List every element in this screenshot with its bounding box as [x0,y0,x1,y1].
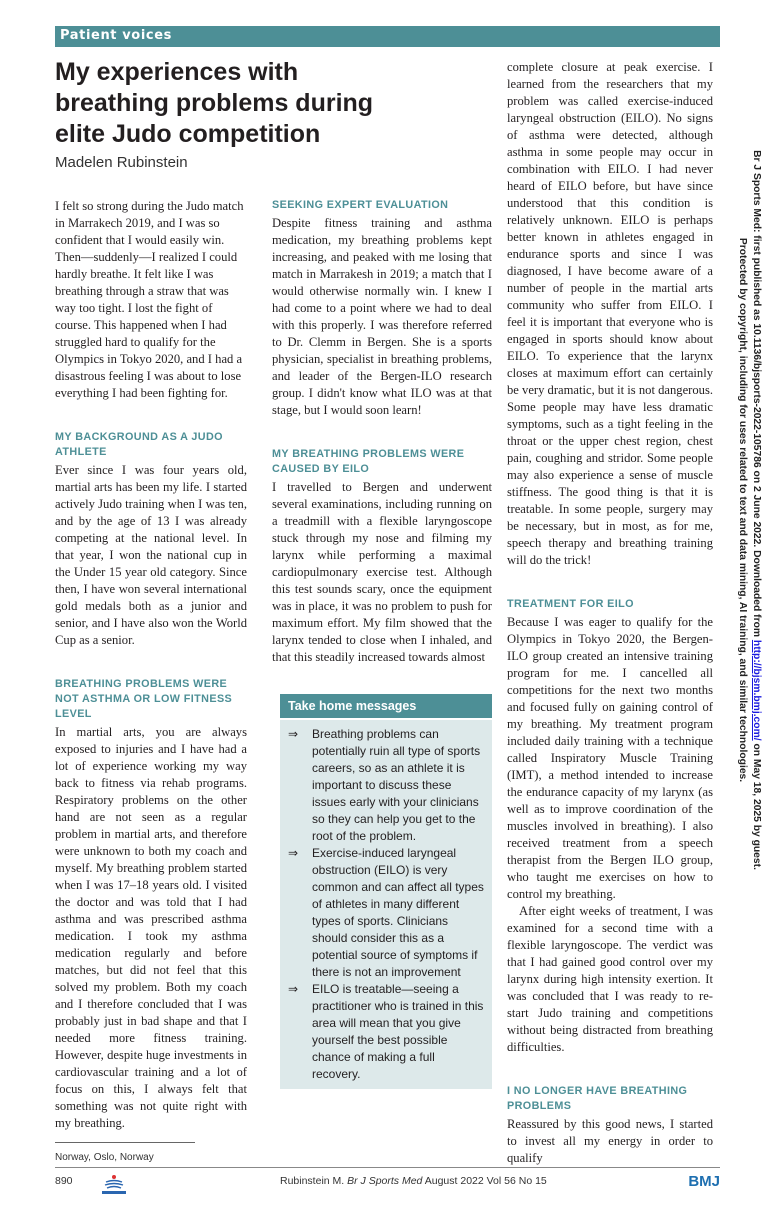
section-text: complete closure at peak exercise. I learned from the researchers that my problem was called exercise-induced laryngeal obstruction (EILO). No signs of asthma were detected, although asthma in some people may occur in combination with EILO. I had never heard of EILO before, but have since understood that this condition is relatively unknown. EILO is perhaps better known in athletes engaged in endurance sports and since I was diagnosed, I have become aware of a number of people in the martial arts community who suffer from EILO. I feel it is important that everyone who is engaged in sports should know about EILO. To experience that the larynx closes at maximum effort can certainly be very dramatic, but it is not dangerous. Some people may have less dramatic symptoms, such as a tight feeling in the throat or the upper chest region, chest pain, coughing and stridor. Some people may also experience a sense of muscle stiffness. The good thing is that it is treatable. In some people, surgery may be necessary, but in most, as for me, speech therapy and breathing training will do the trick! [507,60,713,567]
section-text: In martial arts, you are always exposed to injuries and I have had a lot of experience working my way back to fitness via rehab programs. Respiratory problems on the other hand are not seen as a regular problem in martial arts, and therefore were unknown to both my coach and myself. My breathing problem started when I was 17–18 years old. I visited the doctor and was told that I had asthma and was prescribed asthma medication. I took my asthma medication regularly and before matches, but did not feel that this solved my problem. Both my coach and I therefore concluded that I was probably just in bad shape and that I needed more fitness training. However, despite huge investments in cardiovascular training and a lot of focus on this, I always felt that something was not quite right with my breathing. [55,725,247,1130]
section-background [55,430,247,649]
arrow-icon: ⇒ [288,727,299,741]
page-footer [55,1167,720,1217]
affiliation: Norway, Oslo, Norway [55,1152,154,1163]
sidebar-text: on May 18, 2025 by guest. [751,740,762,870]
bjsm-link[interactable]: http://bjsm.bmj.com/ [751,639,762,741]
continued-text [507,59,713,569]
section-seeking-evaluation [272,198,492,419]
basem-logo [96,1174,132,1198]
page-number: 890 [55,1175,73,1187]
section-treatment [507,597,713,1056]
section-heading: BREATHING PROBLEMS WERE NOT ASTHMA OR LOW FITNESS LEVEL [55,678,233,720]
section-not-asthma [55,677,247,1132]
sidebar-copyright: Protected by copyright, including for uses related to text and data mining, AI training, and similar technologies. [737,237,748,783]
intro [55,198,247,402]
article-title: My experiences with breathing problems during elite Judo competition [55,58,374,148]
section-text: Despite fitness training and asthma medication, my breathing problems kept increasing, and peaked with me losing that match in Marrakesh in 2019; a match that I would otherwise normally win. I knew I had come to a point where we had to deal with this properly. I was therefore referred to Dr. Clemm in Bergen. She is a sports physician, specialist in breathing problems, and leader of the Bergen-ILO research group. I didn't know what ILO was at that stage, but I would soon learn! [272,216,492,417]
bmj-logo: BMJ [688,1173,720,1190]
section-text: Because I was eager to qualify for the Olympics in Tokyo 2020, the Bergen-ILO group created an intensive training program for me. I cancelled all competitions for the next two months and focused fully on gaining control of my breathing. My treatment program included daily training with a technique called Inspiratory Muscle Training (IMT), a method intended to increase the endurance capacity of my larynx (as well as to improve coordination of the muscles involved in breathing). I also received treatment from a speech therapist from the Bergen ILO group, who taught me exercises on how to control my breathing. [507,615,713,901]
section-heading: MY BREATHING PROBLEMS WERE CAUSED BY EILO [272,448,465,475]
box-item [288,845,484,981]
box-item-text: Exercise-induced laryngeal obstruction (EILO) is very common and can affect all types of athletes in many different types of sports. Clinicians should consider this as a potential source of symptoms if there is not an improvement [312,846,484,979]
cite-journal: Br J Sports Med [347,1175,423,1187]
section-no-longer [507,1084,713,1167]
column-2 [272,0,492,1089]
box-item-text: EILO is treatable—seeing a practitioner who is trained in this area will mean that you give yourself the best possible chance of making a full recovery. [312,982,484,1081]
intro-text: I felt so strong during the Judo match in Marrakech 2019, and I was so confident that I would easily win. Then—suddenly—I realized I could hardly breathe. It felt like I was breathing through a straw that was way too tight. I lost the fight of course. This happened when I had struggled hard to qualify for the Olympics in Tokyo 2020, and I had a disastrous feeling I was about to lose everything I had been fighting for. [55,199,244,400]
column-3 [507,0,713,1167]
arrow-icon: ⇒ [288,982,299,996]
cite-issue: August 2022 Vol 56 No 15 [422,1175,547,1187]
section-heading: SEEKING EXPERT EVALUATION [272,199,449,211]
box-item [288,726,484,845]
footnote-rule [55,1142,195,1143]
section-heading: TREATMENT FOR EILO [507,598,634,610]
box-item [288,981,484,1083]
arrow-icon: ⇒ [288,846,299,860]
section-heading: I NO LONGER HAVE BREATHING PROBLEMS [507,1085,688,1112]
section-label: Patient voices [60,28,172,43]
cite-author: Rubinstein M. [280,1175,348,1187]
author: Madelen Rubinstein [55,154,188,171]
citation [280,1175,547,1187]
section-text: Reassured by this good news, I started to invest all my energy in order to qualify [507,1117,713,1165]
box-item-text: Breathing problems can potentially ruin all type of sports careers, so as an athlete it is important to discuss these issues early with your clinicians so they can help you get to the root of the problem. [312,727,481,843]
section-text: After eight weeks of treatment, I was examined for a second time with a flexible laryngoscope. The verdict was that I had gained good control over my larynx during high intensity exertion. It was concluded that I was ready to re-start Judo training and competitions without being distracted from breathing difficulties. [507,904,713,1054]
section-heading: MY BACKGROUND AS A JUDO ATHLETE [55,431,223,458]
take-home-box [280,694,492,1089]
section-text: I travelled to Bergen and underwent several examinations, including running on a treadmill with a flexible laryngoscope stuck through my nose and filming my larynx while performing a maximal cardiopulmonary exercise test. Although this test sounds scary, once the equipment was in place, it was no problem to push for maximum effort. My film showed that the larynx tended to close when I inhaled, and that this steadily increased towards almost [272,480,492,664]
column-1 [55,0,247,1164]
section-text: Ever since I was four years old, martial arts has been my life. I started actively Judo training when I was ten, and by the age of 13 I was already competing at the national level. In that year, I won the national cup in the Under 15 year old category. Since then, I have won several international gold medals both as a junior and senior, and I have also won the World Cup as a senior. [55,463,247,647]
section-caused-by-eilo [272,447,492,666]
sidebar-text: Br J Sports Med: first published as 10.1136/bjsports-2022-105786 on 2 June 2022. Downloaded from [751,150,762,640]
box-body [280,720,492,1089]
copyright-sidebar [733,40,763,980]
box-title: Take home messages [280,694,492,718]
